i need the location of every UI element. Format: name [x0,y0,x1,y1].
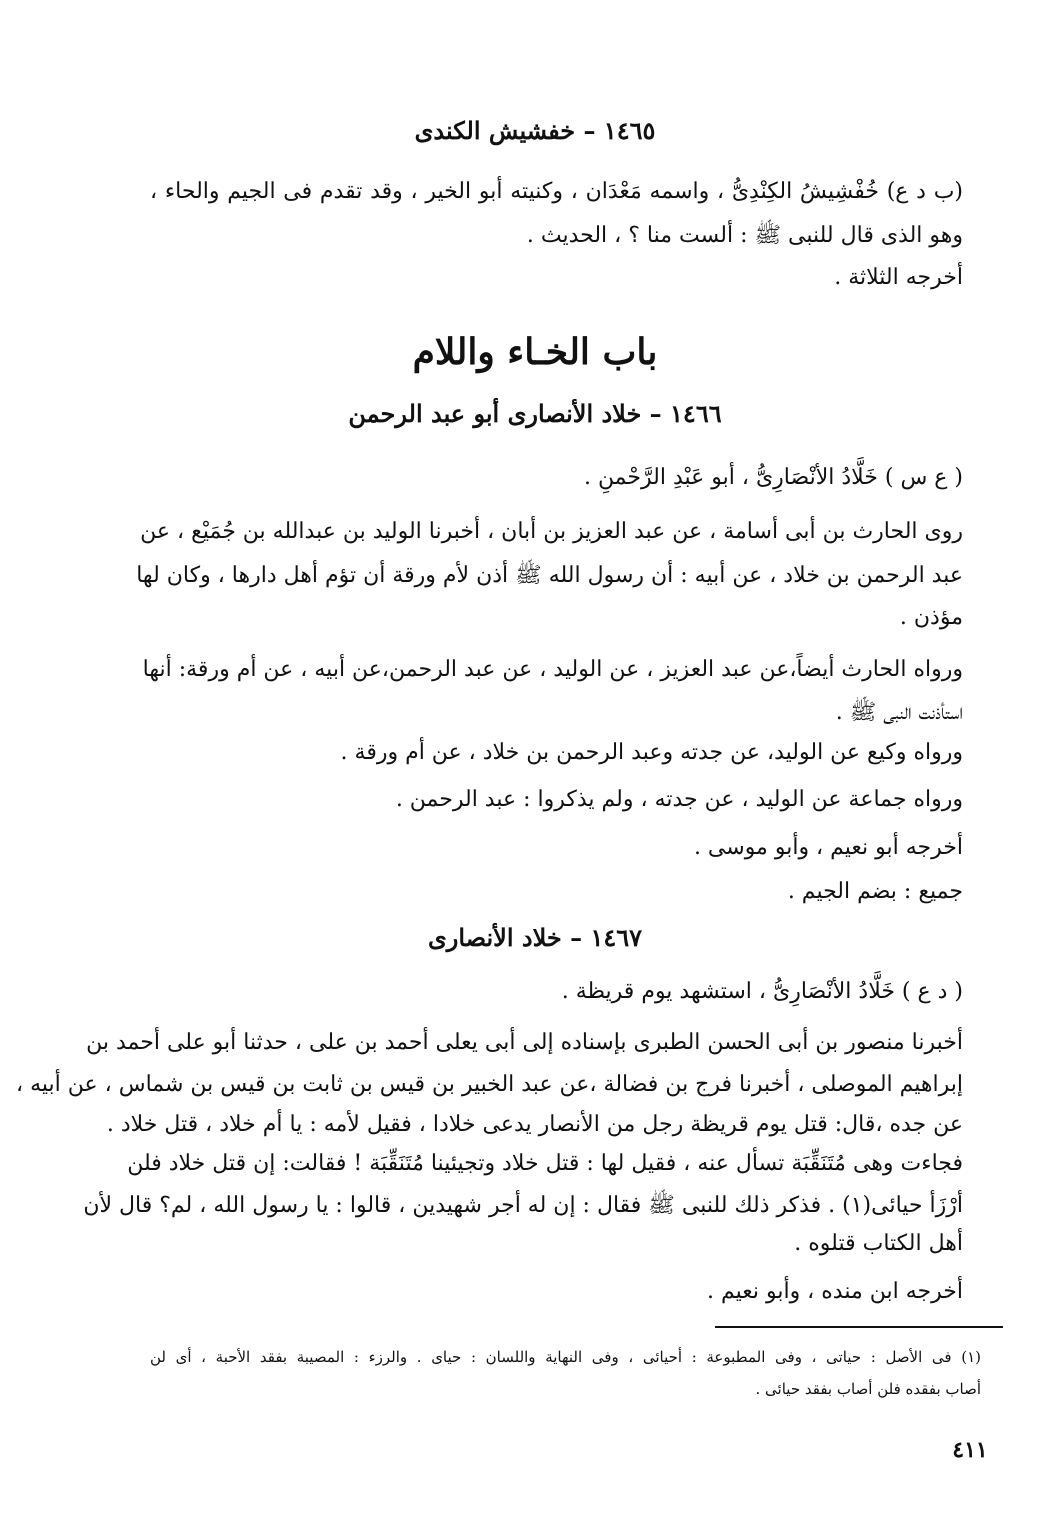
footnote-line-2: أصاب بفقده فلن أصاب بفقد حيائى . [755,1380,981,1398]
entry-1466-line-1: ( ع س ) خَلَّادُ الأنْصَارِىُّ ، أبو عَبْدِ الرَّحْمنِ . [583,465,963,490]
entry-1467-line-1: ( د ع ) خَلَّادُ الأنْصَارِىُّ ، استشهد يوم قريظة . [561,979,963,1004]
entry-1467-line-5: فجاءت وهى مُتَنَقِّبَة تسأل عنه ، فقيل لها : قتل خلاد وتجيئينا مُتَنَقِّبَة ! فقالت: إن قتل خلاد فلن [127,1151,963,1176]
entry-1466-line-3: عبد الرحمن بن خلاد ، عن أبيه : أن رسول الله ﷺ أذن لأم ورقة أن تؤم أهل دارها ، وكان لها [136,563,963,588]
entry-1465-line-3: أخرجه الثلاثة . [834,265,963,290]
entry-1466-line-7: ورواه وكيع عن الوليد، عن جدته وعبد الرحمن بن خلاد ، عن أم ورقة . [340,740,963,765]
entry-1466-line-5: ورواه الحارث أيضاً،عن عبد العزيز ، عن الوليد ، عن عبد الرحمن،عن أبيه ، عن أم ورقة: أنها [142,657,963,682]
footnote-divider [715,1326,1003,1328]
entry-1466-line-9: أخرجه أبو نعيم ، وأبو موسى . [693,835,963,860]
entry-1465-line-1: (ب د ع) خُفْشِيشُ الكِنْدِىُّ ، واسمه مَعْدَان ، وكنيته أبو الخير ، وقد تقدم فى الجيم والحاء ، [150,179,963,204]
entry-1467-line-6: أرْزَأ حيائى(١) . فذكر ذلك للنبى ﷺ فقال : إن له أجر شهيدين ، قالوا : يا رسول الله ، لم؟ قال لأن [83,1193,963,1218]
entry-1467-line-7: أهل الكتاب قتلوه . [794,1231,963,1256]
entry-heading-1466: ١٤٦٦ – خلاد الأنصارى أبو عبد الرحمن [348,399,722,428]
entry-1467-line-3: إبراهيم الموصلى ، أخبرنا فرج بن فضالة ،عن عبد الخبير بن قيس بن ثابت بن قيس بن شماس ، عن أبيه ، [16,1072,963,1097]
entry-1466-line-2: روى الحارث بن أبى أسامة ، عن عبد العزيز بن أبان ، أخبرنا الوليد بن عبدالله بن جُمَيْع ، عن [140,519,963,544]
chapter-title: باب الخـاء واللام [412,331,658,373]
entry-1466-line-4: مؤذن . [899,605,963,630]
entry-1467-line-4: عن جده ،قال: قتل يوم قريظة رجل من الأنصار يدعى خلادا ، فقيل لأمه : يا أم خلاد ، قتل خلاد . [106,1112,963,1137]
page-number: ٤١١ [952,1437,988,1463]
entry-1466-line-10: جميع : بضم الجيم . [787,879,963,904]
entry-heading-1465: ١٤٦٥ – خفشيش الكندى [414,116,656,145]
entry-heading-1467: ١٤٦٧ – خلاد الأنصارى [427,923,642,952]
footnote-line-1: (١) فى الأصل : حياتى ، وفى المطبوعة : أحيائى ، وفى النهاية واللسان : حياى . والرزء : المصيبة بفقد الأحبة ، أى لن [150,1348,981,1366]
entry-1466-line-8: ورواه جماعة عن الوليد ، عن جدته ، ولم يذكروا : عبد الرحمن . [395,787,963,812]
entry-1466-line-6: استأذنت النبى ﷺ . [835,700,963,725]
entry-1467-line-8: أخرجه ابن منده ، وأبو نعيم . [706,1279,963,1304]
entry-1467-line-2: أخبرنا منصور بن أبى الحسن الطبرى بإسناده إلى أبى يعلى أحمد بن على ، حدثنا أبو على أحمد بن [86,1030,963,1055]
entry-1465-line-2: وهو الذى قال للنبى ﷺ : ألست منا ؟ ، الحديث . [526,223,963,248]
